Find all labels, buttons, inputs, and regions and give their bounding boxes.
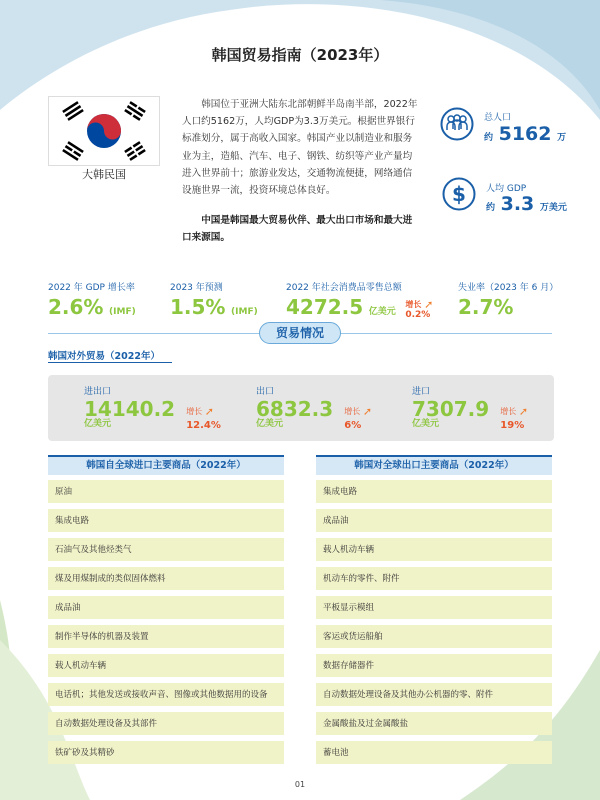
list-item: 数据存储器件 — [316, 654, 552, 677]
svg-text:$: $ — [452, 182, 466, 206]
population-number: 5162 — [498, 123, 552, 145]
list-item: 集成电路 — [48, 509, 284, 532]
trade-subtitle-underline — [48, 362, 172, 363]
list-item: 机动车的零件、附件 — [316, 567, 552, 590]
list-item: 成品油 — [316, 509, 552, 532]
trade-unit: 亿美元 — [256, 419, 284, 429]
imports-list — [48, 480, 284, 770]
kpi-unemployment — [458, 280, 558, 319]
kpi-label: 2022 年 GDP 增长率 — [48, 283, 135, 293]
people-icon — [440, 107, 474, 141]
list-item: 自动数据处理设备及其他办公机器的零、附件 — [316, 683, 552, 706]
page-number: 01 — [294, 780, 306, 789]
list-item: 平板显示模组 — [316, 596, 552, 619]
kpi-label: 2022 年社会消费品零售总额 — [286, 283, 402, 293]
gdp-per-capita-value — [486, 193, 567, 215]
country-name: 大韩民国 — [82, 168, 126, 181]
list-item: 成品油 — [48, 596, 284, 619]
kpi-growth — [405, 297, 434, 320]
up-arrow-icon: ➚ — [424, 297, 434, 311]
up-arrow-icon: ➚ — [518, 405, 529, 418]
growth-label: 增长 — [500, 407, 517, 416]
growth-label: 增长 — [344, 407, 361, 416]
trade-total — [84, 384, 221, 431]
gdp-per-capita-number: 3.3 — [500, 193, 535, 215]
trade-unit: 亿美元 — [84, 419, 112, 429]
trade-growth — [344, 407, 372, 431]
gdp-per-capita-unit: 万美元 — [539, 203, 567, 213]
growth-value: 12.4% — [186, 420, 221, 431]
list-item: 原油 — [48, 480, 284, 503]
kpi-number: 4272.5 — [286, 295, 364, 319]
trade-value: 6832.3 — [256, 397, 334, 421]
gdp-per-capita-prefix: 约 — [486, 203, 496, 213]
trade-value: 7307.9 — [412, 397, 490, 421]
growth-label: 增长 — [186, 407, 203, 416]
gdp-per-capita-label: 人均 GDP — [486, 184, 527, 194]
kpi-retail-sales — [286, 280, 433, 320]
list-item: 载人机动车辆 — [48, 654, 284, 677]
trade-imports — [412, 384, 528, 431]
list-item: 集成电路 — [316, 480, 552, 503]
up-arrow-icon: ➚ — [362, 405, 373, 418]
population-unit: 万 — [557, 133, 567, 143]
population-label: 总人口 — [484, 113, 512, 123]
kpi-number: 1.5% — [170, 295, 226, 319]
growth-label: 增长 — [405, 299, 422, 309]
list-item: 金属酸盐及过金属酸盐 — [316, 712, 552, 735]
trade-label: 出口 — [256, 387, 275, 397]
kpi-number: 2.7% — [458, 295, 514, 319]
trade-label: 进口 — [412, 387, 431, 397]
section-title: 贸易情况 — [259, 322, 341, 344]
population-value — [484, 123, 566, 145]
trade-exports — [256, 384, 372, 431]
list-item: 铁矿砂及其精砂 — [48, 741, 284, 764]
kpi-2023-forecast — [170, 280, 258, 319]
up-arrow-icon: ➚ — [204, 405, 214, 418]
imports-list-header: 韩国自全球进口主要商品（2022年） — [48, 455, 284, 475]
list-item: 煤及用煤制成的类似固体燃料 — [48, 567, 284, 590]
kpi-label: 失业率（2023 年 6 月） — [458, 283, 559, 293]
list-item: 制作半导体的机器及装置 — [48, 625, 284, 648]
list-item: 客运或货运船舶 — [316, 625, 552, 648]
page-title: 韩国贸易指南（2023年） — [211, 46, 389, 64]
trade-unit: 亿美元 — [412, 419, 440, 429]
list-item: 蓄电池 — [316, 741, 552, 764]
intro-highlight: 中国是韩国最大贸易伙伴、最大出口市场和最大进口来源国。 — [182, 215, 413, 244]
trade-growth — [500, 407, 528, 431]
trade-label: 进出口 — [84, 387, 112, 397]
exports-list — [316, 480, 552, 770]
growth-value: 0.2% — [405, 309, 431, 320]
trade-value: 14140.2 — [84, 397, 176, 421]
growth-value: 6% — [344, 420, 362, 431]
kpi-suffix: (IMF) — [109, 307, 136, 317]
growth-value: 19% — [500, 420, 525, 431]
kpi-suffix: (IMF) — [231, 307, 258, 317]
kpi-number: 2.6% — [48, 295, 104, 319]
list-item: 自动数据处理设备及其部件 — [48, 712, 284, 735]
list-item: 载人机动车辆 — [316, 538, 552, 561]
trade-growth — [186, 407, 221, 431]
kpi-suffix: 亿美元 — [368, 307, 396, 317]
trade-subtitle: 韩国对外贸易（2022年） — [48, 351, 160, 362]
kpi-gdp-growth — [48, 280, 136, 319]
korea-flag — [48, 96, 160, 166]
list-item: 石油气及其他烃类气 — [48, 538, 284, 561]
exports-list-header: 韩国对全球出口主要商品（2022年） — [316, 455, 552, 475]
population-prefix: 约 — [484, 133, 494, 143]
list-item: 电话机；其他发送或接收声音、图像或其他数据用的设备 — [48, 683, 284, 706]
intro-paragraph: 韩国位于亚洲大陆东北部朝鲜半岛南半部，2022年人口约5162万，人均GDP为3.3万美元。根据世界银行标准划分，属于高收入国家。韩国产业以制造业和服务业为主，造船、汽车、电子、钢铁、纺织等产业产量均进入世界前十；旅游业发达，交通物流便捷，网络通信设施世界一流，投资环境总体良好。 — [182, 99, 418, 197]
dollar-icon — [442, 177, 476, 211]
kpi-label: 2023 年预测 — [170, 283, 223, 293]
